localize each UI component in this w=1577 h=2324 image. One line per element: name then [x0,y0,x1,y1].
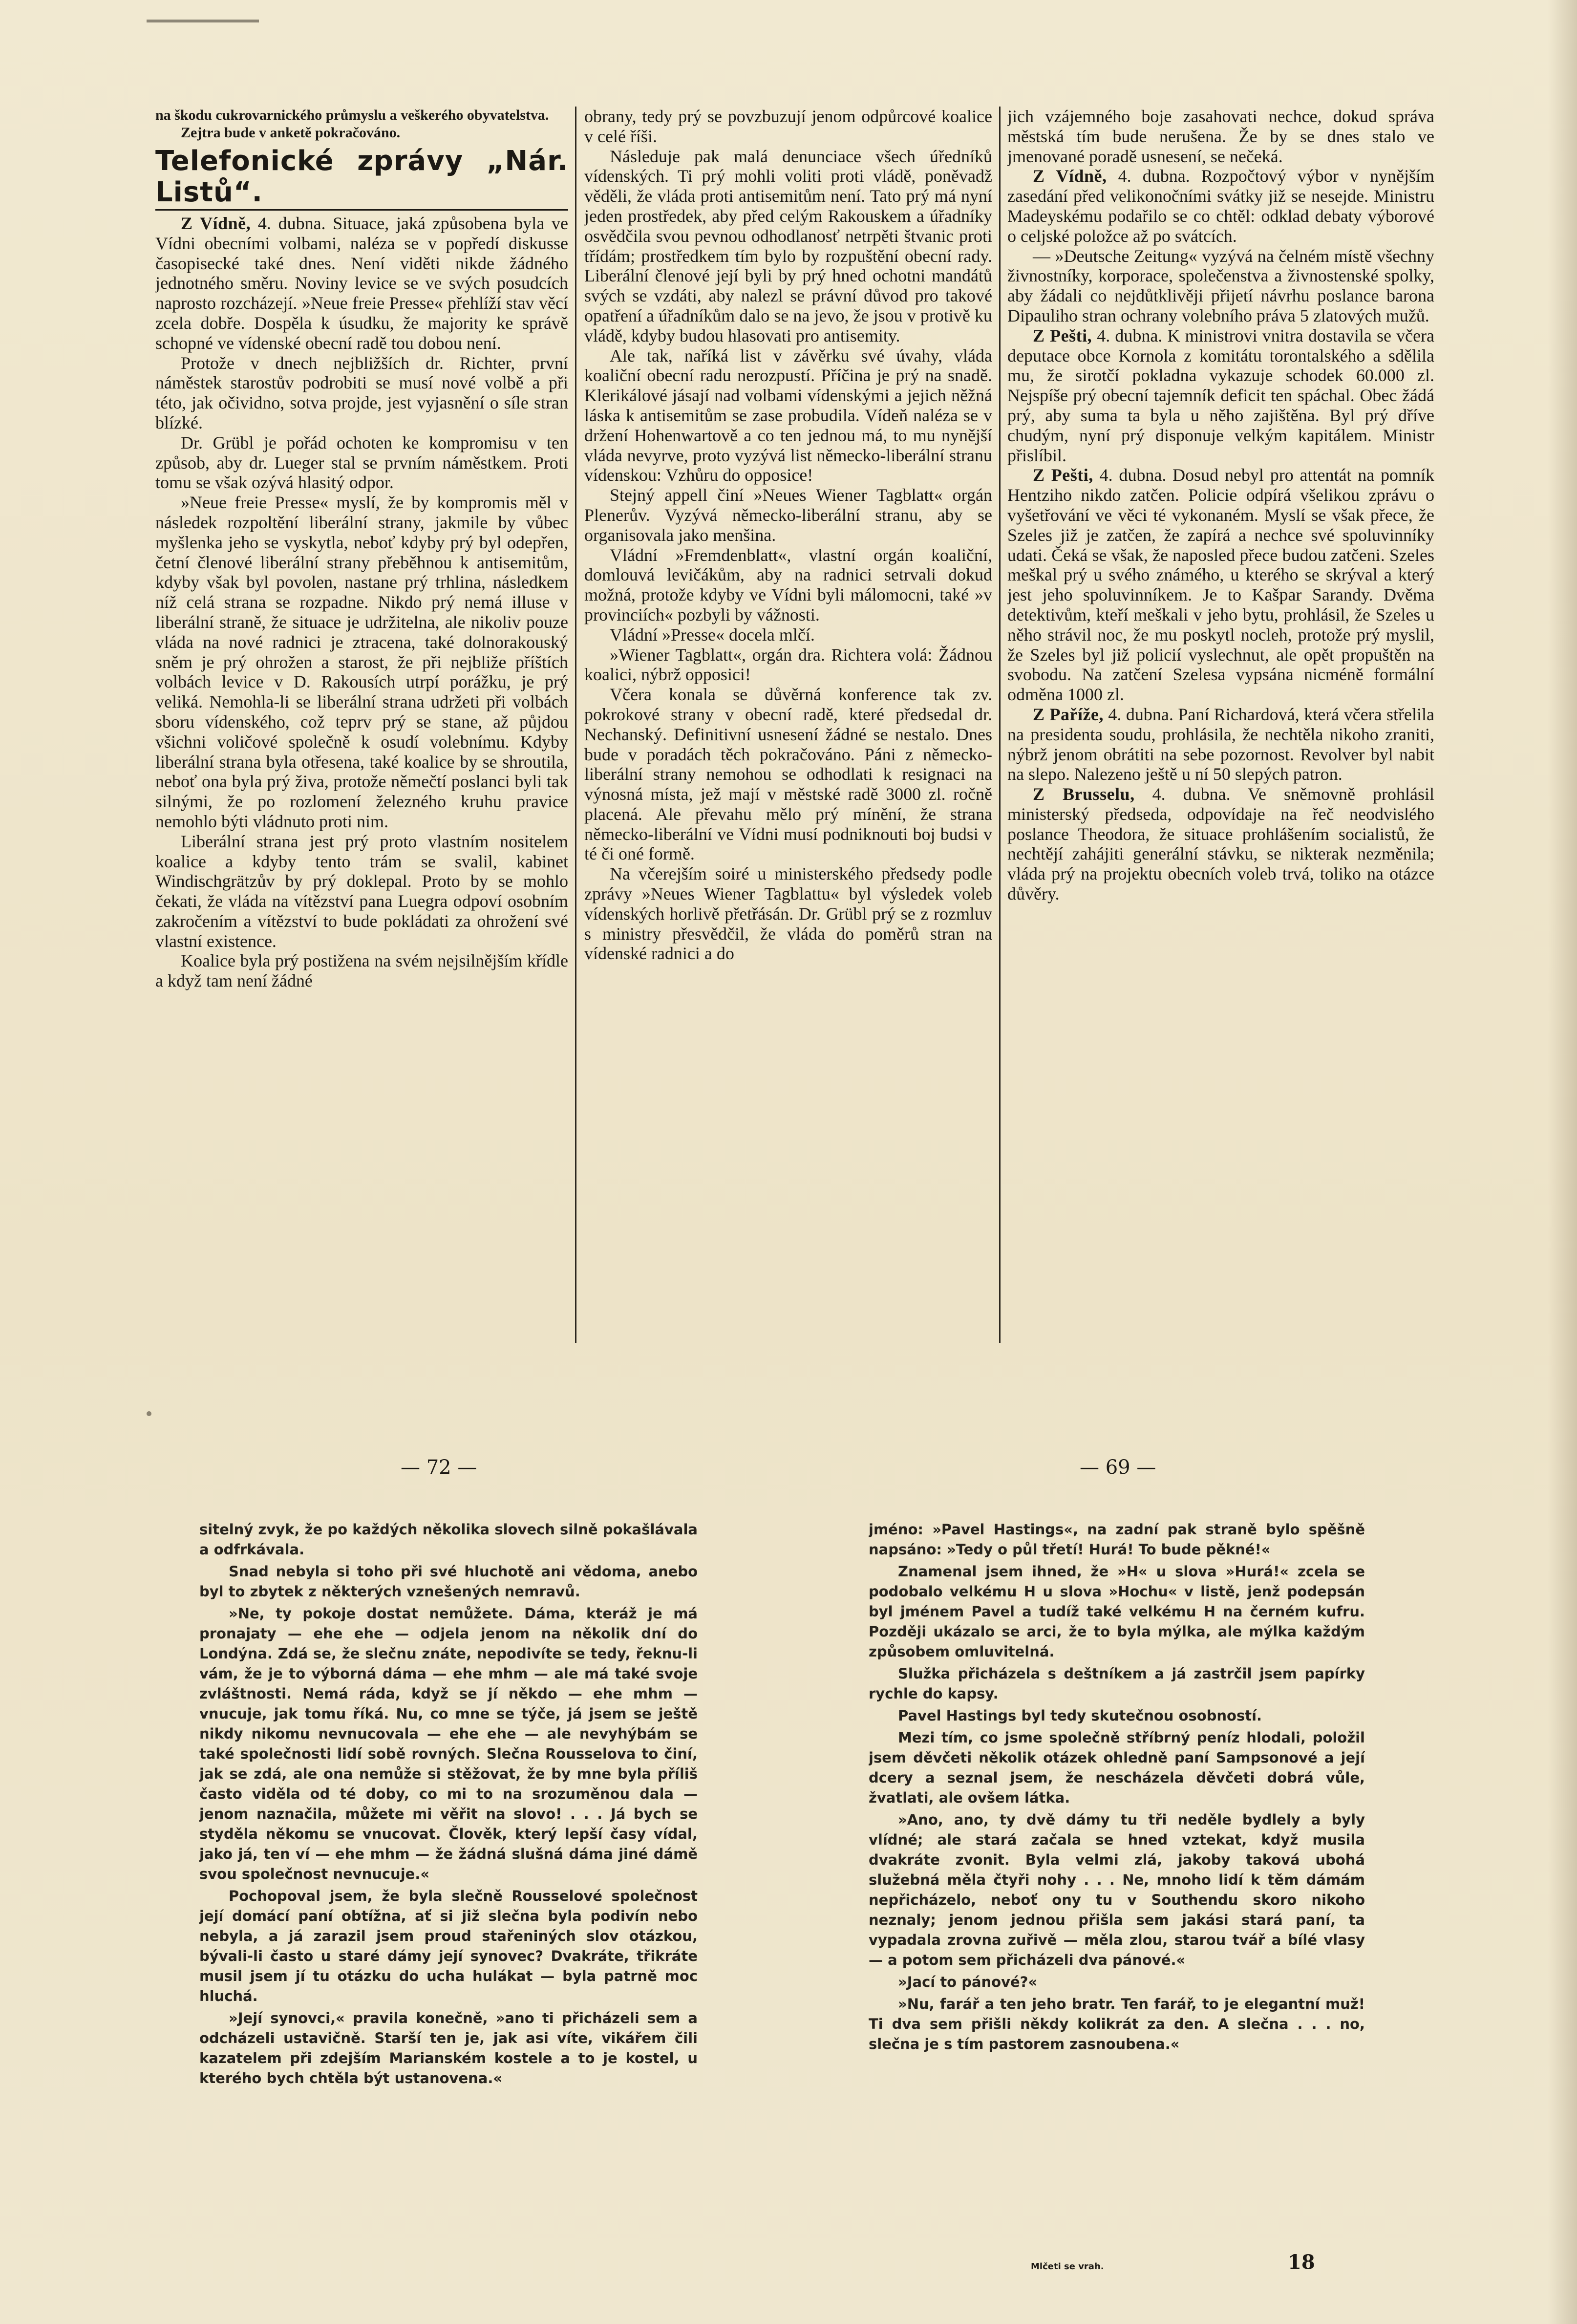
left-page-number: — 72 — [401,1456,477,1479]
dateline: Z Vídně, [181,214,251,233]
newspaper-column-1 [155,107,576,1343]
news-paragraph: Z Vídně, 4. dubna. Rozpočtový výbor v nynějším zasedání před velikonočními svátky již se nesejde. Ministru Madeyskému podařilo se co chtěl: odklad debaty výborové o celjské položce až po svátcích. [1007,166,1434,246]
book-paragraph: Znamenal jsem ihned, že »H« u slova »Hurá!« zcela se podobalo velkému H u slova »Hochu« v listě, jenž podepsán byl jménem Pavel a tudíž také velkému H na černém kufru. Později ukázalo se arci, že to byla mýlka, ale mýlka každým způsobem omluvitelná. [869,1563,1365,1660]
news-paragraph: Dr. Grübl je pořád ochoten ke kompromisu v ten způsob, aby dr. Lueger stal se prvním náměstkem. Proti tomu se však ozývá hlasitý odpor. [155,432,568,493]
newspaper-column-3 [1007,107,1434,1343]
dateline: Z Pešti, [1033,465,1093,485]
news-paragraph: Koalice byla prý postižena na svém nejsilnějším křídle a když tam není žádné [155,951,568,991]
news-paragraph: Vládní »Fremdenblatt«, vlastní orgán koaliční, domlouvá levičákům, aby na radnici setrvali dokud možná, protože kdyby ve Vídni byli málomocni, také »v provinciích« pozbyli by vážnosti. [584,545,992,624]
page-spine-shadow [1548,0,1577,2324]
news-paragraph: »Wiener Tagblatt«, orgán dra. Richtera volá: Žádnou koalici, nýbrž opposici! [584,645,992,685]
news-paragraph: Na včerejším soiré u ministerského předsedy podle zprávy »Neues Wiener Tagblattu« byl výsledek voleb vídenských horlivě přetřásán. Dr. Grübl prý se z rozmluv s ministry přesvědčil, že vláda do poměrů stran na vídenské radnici a do [584,864,992,964]
news-paragraph: Následuje pak malá denunciace všech úředníků vídenských. Ti prý mohli voliti proti vládě, poněvadž věděli, že vláda proti antisemitům není. Tato prý má nyní jeden prostředek, aby před celým Rakouskem a úřadníky osvědčila svou pevnou odhodlanosť netrpěti štvanic proti třídám; prostředkem tím bylo by rozpuštění obecní rady. Liberální členové její byli by prý hned ochotni mandátů svých se vzdáti, aby nalezl se právní důvod pro takové opatření a úřadníkům dalo se na jevo, že jsou v protivě ku vládě, kdyby budou hlasovati pro antisemity. [584,146,992,345]
news-paragraph: jich vzájemného boje zasahovati nechce, dokud správa městská tím bude nerušena. Že by se dnes stalo ve jmenované poradě usnesení, se nečeká. [1007,107,1434,166]
book-paragraph: jméno: »Pavel Hastings«, na zadní pak straně bylo spěšně napsáno: »Tedy o půl třetí! Hurá! To bude pěkné!« [869,1521,1365,1558]
survey-note: Zejtra bude v anketě pokračováno. [181,125,401,141]
dateline: Z Vídně, [1033,166,1107,186]
book-paragraph: »Ne, ty pokoje dostat nemůžete. Dáma, kteráž je má pronajaty — ehe ehe — odjela jenom na několik dní do Londýna. Zdá se, že slečnu znáte, nepodivíte se tedy, řeknu-li vám, že je to výborná dáma — ehe mhm — ale má také svoje zvláštnosti. Nemá ráda, když se jí někdo — ehe mhm — vnucuje, jak tomu říká. Nu, co mne se týče, já jsem se ještě nikdy nikomu nevnucovala — ehe ehe — ale nevyhýbám se také společnosti lidí sobě rovných. Slečna Rousselova to činí, jak se zdá, ale ona nemůže si stěžovat, že by mne byla příliš často viděla od té doby, co mi to na srozuměnou dala — jenom naznačila, můžete mi věřit na slovo! . . . Já bych se styděla někomu se vnucovat. Člověk, který lepší časy vídal, jako já, ten ví — ehe mhm — že žádná slušná dáma jiné dámě svou společnost nevnucuje.« [199,1605,698,1882]
dateline: Z Pešti, [1033,325,1092,345]
book-left-page [199,1520,698,2267]
book-paragraph: Mezi tím, co jsme společně stříbrný peníz hlodali, položil jsem děvčeti několik otázek ohledně paní Sampsonové a její dcery a seznal jsem, že nescházela děvčeti dobrá vůle, žvatlati, ale ovšem látka. [869,1729,1365,1806]
news-paragraph: Vládní »Presse« docela mlčí. [610,624,815,645]
sheet-number: 18 [1288,2251,1315,2274]
book-paragraph: Pavel Hastings byl tedy skutečnou osobností. [898,1707,1262,1724]
book-paragraph: »Nu, farář a ten jeho bratr. Ten farář, to je elegantní muž! Ti dva sem přišli někdy kolikrát za den. A slečna . . . no, slečna je s tím pastorem zasnoubena.« [869,1996,1365,2052]
news-paragraph: Z Paříže, 4. dubna. Paní Richardová, která včera střelila na presidenta soudu, prohlásila, že nechtěla nikoho zraniti, nýbrž jenom obrátiti na sebe pozornost. Revolver byl nabit na slepo. Nalezeno ještě u ní 50 slepých patron. [1007,704,1434,784]
book-paragraph: »Její synovci,« pravila konečně, »ano ti přicházeli sem a odcházeli ustavičně. Starší ten je, jak asi víte, vikářem čili kazatelem při zdejším Marianském kostele a to je kostel, u kterého bych chtěla být ustanovena.« [199,2010,698,2087]
news-paragraph: Z Pešti, 4. dubna. Dosud nebyl pro attentát na pomník Hentziho nikdo zatčen. Policie odpírá všelikou zprávu o vyšetřování ve věci té vykonaném. Myslí se však přece, že Szeles již je zatčen, že zapírá a nechce své spoluvinníky udati. Čeká se však, že naposled přece budou zatčeni. Szeles meškal prý u svého známého, u kterého se skrýval a který jest jeho spoluvinníkem. Je to Kašpar Sarandy. Dvěma detektivům, kteří meškali v jeho bytu, prohlásil, že Szeles u něho strávil noc, že mu poskytl nocleh, protože prý myslil, že Szeles byl již policií vyslechnut, ale opět propuštěn na svobodu. Na zatčení Szelesa vypsána nicméně formální odměna 1000 zl. [1007,465,1434,705]
top-edge-mark [147,20,259,22]
news-paragraph: — »Deutsche Zeitung« vyzývá na čelném místě všechny živnostníky, korporace, společenstva a živnostenské spolky, aby žádali co nejdůtklivěji přijetí návrhu poslance barona Dipauliho stran ochrany volebního práva 5 zlatových mužů. [1007,246,1434,325]
book-paragraph: »Jací to pánové?« [898,1974,1038,1990]
news-paragraph: Stejný appell činí »Neues Wiener Tagblatt« orgán Plenerův. Vyzývá německo-liberální stranu, aby se organisovala jako menšina. [584,485,992,545]
signature-note: Mlčeti se vrah. [1031,2261,1104,2272]
dateline: Z Brusselu, [1033,784,1135,804]
book-paragraph: »Ano, ano, ty dvě dámy tu tři neděle bydlely a byly vlídné; ale stará začala se hned vztekat, když musila dvakráte zvonit. Byla velmi zlá, jakoby taková ubohá služebná měla čtyři nohy . . . Ne, mnoho lidí k těm dámám nepřicházelo, neboť ony tu v Southendu skoro nikoho neznaly; jenom jednou přišla sem jakási stará paní, ta vypadala zrovna zuřivě — měla zlou, starou tvář a bílé vlasy — a potom sem přicházeli dva pánové.« [869,1811,1365,1968]
newspaper-column-2 [584,107,1001,1343]
news-paragraph: obrany, tedy prý se povzbuzují jenom odpůrcové koalice v celé říši. [584,107,992,146]
paper-speck [147,1411,151,1416]
column-continuation: na škodu cukrovarnického průmyslu a veškerého obyvatelstva. [155,107,549,123]
news-paragraph: Ale tak, naříká list v závěrku své úvahy, vláda koaliční obecní radu nerozpustí. Příčina je prý na snadě. Klerikálové jásají nad volbami vídenskými a jejich něžná láska k antisemitům se zase probudila. Vídeň naléza se v držení Hohenwartově a co ten jednou má, to mu nynější vláda nevyrve, proto vyzývá list německo-liberální stranu vídenskou: Vzhůru do opposice! [584,345,992,485]
book-right-page [869,1520,1365,2267]
book-paragraph: Pochopoval jsem, že byla slečně Rousselové společnost její domácí paní obtížna, ať si již slečna byla podivín nebo nebyla, a já zarazil jsem proud stařeniných slov otázkou, bývali-li často u staré dámy její synovec? Dvakráte, třikráte musil jsem jí tu otázku do ucha hulákat — byla patrně moc hluchá. [199,1888,698,2004]
news-paragraph: Z Vídně, 4. dubna. Situace, jaká způsobena byla ve Vídni obecními volbami, naléza se v popředí diskusse časopisecké také dnes. Není viděti nikde žádného jednotného směru. Noviny levice se ve svých posudcích naprosto rozcházejí. »Neue freie Presse« přehlíží stav věcí zcela dobře. Dospěla k úsudku, že majority ke správě schopné ve vídenské obecní radě tou dobou není. [155,214,568,353]
book-paragraph: Snad nebyla si toho při své hluchotě ani vědoma, anebo byl to zbytek z některých vznešených nemravů. [199,1563,698,1600]
right-page-number: — 69 — [1080,1456,1156,1479]
news-paragraph: Z Brusselu, 4. dubna. Ve sněmovně prohlásil ministerský předseda, odpovídaje na řeč neodvislého poslance Theodora, že situace prohlášením socialistů, že nechtějí zahájiti generální stávku, se nikterak nezměnila; vláda prý na projektu obecních voleb trvá, toliko na otázce důvěry. [1007,784,1434,904]
news-paragraph: Z Pešti, 4. dubna. K ministrovi vnitra dostavila se včera deputace obce Kornola z komitátu torontalského a sdělila mu, že sirotčí pokladna vykazuje schodek 60.000 zl. Nejspíše prý obecní tajemník deficit ten spáchal. Obec žádá prý, aby suma ta byla u něho zajištěna. Byl prý dříve chudým, nyní prý disponuje velkým kapitálem. Ministr přislíbil. [1007,325,1434,465]
book-paragraph: sitelný zvyk, že po každých několika slovech silně pokašlávala a odfrkávala. [199,1521,698,1558]
news-paragraph: Protože v dnech nejbližších dr. Richter, první náměstek starostův podrobiti se musí nové volbě a při této, jak očividno, sotva projde, jest vyjasnění o síle stran blízké. [155,353,568,432]
news-paragraph: Liberální strana jest prý proto vlastním nositelem koalice a kdyby tento trám se svalil, kabinet Windischgrätzův by prý doklepal. Proto by se mohlo čekati, že vláda na vítězství pana Luegra odpoví osobním zakročením a vítězství to bude pokládati za ohrožení své vlastní existence. [155,831,568,951]
news-paragraph: Včera konala se důvěrná konference tak zv. pokrokové strany v obecní radě, které předsedal dr. Nechanský. Definitivní usnesení žádné se nestalo. Dnes bude v poradách těch pokračováno. Páni z německo-liberální strany nemohou se odhodlati k resignaci na výnosná místa, jež mají v městské radě 3000 zl. ročně placená. Ale převahu mělo prý mínění, že strana německo-liberální ve Vídni musí podniknouti boj budsi v té či oné formě. [584,685,992,864]
book-paragraph: Služka přicházela s deštníkem a já zastrčil jsem papírky rychle do kapsy. [869,1665,1365,1702]
section-heading: Telefonické zprávy „Nár. Listů“. [155,146,568,211]
dateline: Z Paříže, [1033,704,1104,724]
news-paragraph: »Neue freie Presse« myslí, že by kompromis měl v následek rozpoltění liberální strany, jakmile by vůbec myšlenka jeho se vyskytla, neboť kdyby prý byl odepřen, četní členové liberální strany přeběhnou k antisemitům, kdyby však byl povolen, nastane prý trhlina, následkem níž celá strana se rozpadne. Nikdo prý nemá illuse v liberální straně, že situace je udržitelna, ale nikoliv pouze vláda na nové radnici je ztracena, také dolnorakouský sněm je prý ohrožen a starost, že při nejbliže příštích volbách levice v D. Rakousích utrpí porážku, je prý veliká. Nemohla-li se liberální strana udržeti při volbách sboru vídenského, což teprv prý se stane, až půjdou všichni voličové společně k osudí volebnímu. Kdyby liberální strana byla otřesena, také koalice by se shroutila, neboť ona byla prý živa, protože němečtí poslanci byli tak silnými, že po rozlomení železného kruhu pravice nemohlo býti vládnuto proti nim. [155,493,568,831]
